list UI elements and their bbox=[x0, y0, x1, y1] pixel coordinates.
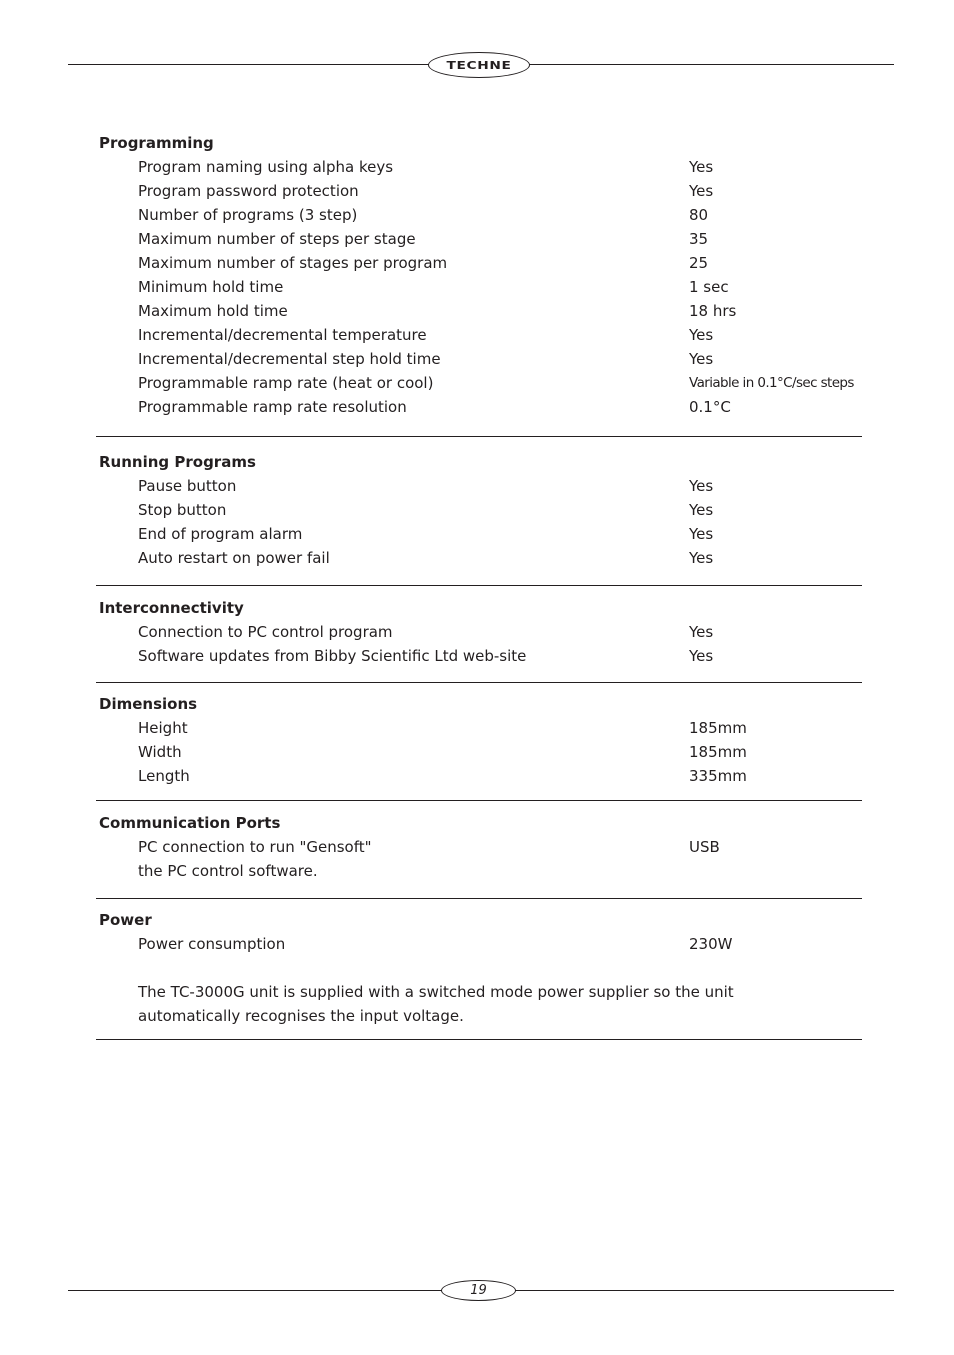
spec-value: Yes bbox=[689, 549, 714, 567]
spec-row bbox=[96, 546, 862, 570]
spec-row bbox=[96, 716, 862, 740]
spec-row bbox=[96, 620, 862, 644]
spec-row bbox=[96, 371, 862, 395]
spec-value: Yes bbox=[689, 501, 714, 519]
spec-label: Programmable ramp rate resolution bbox=[138, 398, 407, 416]
spec-row bbox=[96, 932, 862, 956]
spec-row bbox=[96, 740, 862, 764]
spec-label: Programmable ramp rate (heat or cool) bbox=[138, 374, 434, 392]
spec-value: Yes bbox=[689, 623, 714, 641]
spec-label: Maximum number of steps per stage bbox=[138, 230, 416, 248]
spec-value: Yes bbox=[689, 182, 714, 200]
spec-label: Software updates from Bibby Scientific Ltd web-site bbox=[138, 647, 527, 665]
spec-row bbox=[96, 155, 862, 179]
spec-row bbox=[96, 859, 862, 883]
spec-label: Length bbox=[138, 767, 190, 785]
spec-label: Maximum number of stages per program bbox=[138, 254, 448, 272]
spec-label: the PC control software. bbox=[138, 862, 318, 880]
spec-value: USB bbox=[689, 838, 720, 856]
spec-row bbox=[96, 395, 862, 419]
section-interconnectivity bbox=[96, 586, 862, 683]
power-note: The TC-3000G unit is supplied with a switched mode power supplier so the unit automatically recognises the input voltage. bbox=[138, 983, 734, 1025]
section-title: Power bbox=[99, 911, 152, 929]
spec-row bbox=[96, 299, 862, 323]
section-title: Running Programs bbox=[99, 453, 256, 471]
spec-label: Number of programs (3 step) bbox=[138, 206, 358, 224]
spec-value: Yes bbox=[689, 350, 714, 368]
section-title: Programming bbox=[99, 134, 214, 152]
spec-value: 80 bbox=[689, 206, 709, 224]
section-title: Communication Ports bbox=[99, 814, 281, 832]
section-title: Interconnectivity bbox=[99, 599, 244, 617]
page-number: 19 bbox=[441, 1280, 516, 1301]
spec-label: Incremental/decremental step hold time bbox=[138, 350, 441, 368]
techne-logo bbox=[428, 52, 530, 78]
spec-value: 185mm bbox=[689, 743, 747, 761]
spec-row bbox=[96, 498, 862, 522]
spec-value: 35 bbox=[689, 230, 709, 248]
spec-row bbox=[96, 275, 862, 299]
spec-value: 25 bbox=[689, 254, 709, 272]
spec-value: 18 hrs bbox=[689, 302, 737, 320]
spec-label: Pause button bbox=[138, 477, 237, 495]
spec-label: PC connection to run "Gensoft" bbox=[138, 838, 372, 856]
spec-row bbox=[96, 835, 862, 859]
section-dimensions bbox=[96, 683, 862, 801]
spec-value: Yes bbox=[689, 477, 714, 495]
spec-row bbox=[96, 179, 862, 203]
spec-label: Program naming using alpha keys bbox=[138, 158, 394, 176]
spec-value: 335mm bbox=[689, 767, 747, 785]
section-power bbox=[96, 899, 862, 1040]
spec-label: Maximum hold time bbox=[138, 302, 288, 320]
spec-value: 0.1°C bbox=[689, 398, 731, 416]
spec-row bbox=[96, 764, 862, 788]
spec-label: Minimum hold time bbox=[138, 278, 284, 296]
spec-value: Yes bbox=[689, 326, 714, 344]
spec-label: Width bbox=[138, 743, 182, 761]
spec-content bbox=[96, 131, 862, 1040]
spec-row bbox=[96, 644, 862, 668]
spec-value: 230W bbox=[689, 935, 733, 953]
spec-label: Connection to PC control program bbox=[138, 623, 393, 641]
spec-value bbox=[689, 859, 862, 883]
section-title: Dimensions bbox=[99, 695, 198, 713]
spec-label: End of program alarm bbox=[138, 525, 303, 543]
section-communication-ports bbox=[96, 801, 862, 899]
spec-value: 185mm bbox=[689, 719, 747, 737]
spec-row bbox=[96, 323, 862, 347]
spec-value: 1 sec bbox=[689, 278, 729, 296]
spec-row bbox=[96, 227, 862, 251]
section-running-programs bbox=[96, 437, 862, 586]
section-programming bbox=[96, 131, 862, 437]
spec-value: Yes bbox=[689, 158, 714, 176]
logo-text: TECHNE bbox=[446, 58, 512, 72]
spec-row bbox=[96, 251, 862, 275]
spec-label: Height bbox=[138, 719, 188, 737]
spec-label: Incremental/decremental temperature bbox=[138, 326, 427, 344]
spec-label: Power consumption bbox=[138, 935, 286, 953]
spec-value: Yes bbox=[689, 525, 714, 543]
spec-label: Program password protection bbox=[138, 182, 359, 200]
spec-row bbox=[96, 474, 862, 498]
spec-row bbox=[96, 522, 862, 546]
spec-value: Yes bbox=[689, 647, 714, 665]
spec-row bbox=[96, 203, 862, 227]
spec-value: Variable in 0.1°C/sec steps bbox=[689, 375, 854, 391]
spec-label: Auto restart on power fail bbox=[138, 549, 330, 567]
spec-row bbox=[96, 347, 862, 371]
spec-label: Stop button bbox=[138, 501, 227, 519]
